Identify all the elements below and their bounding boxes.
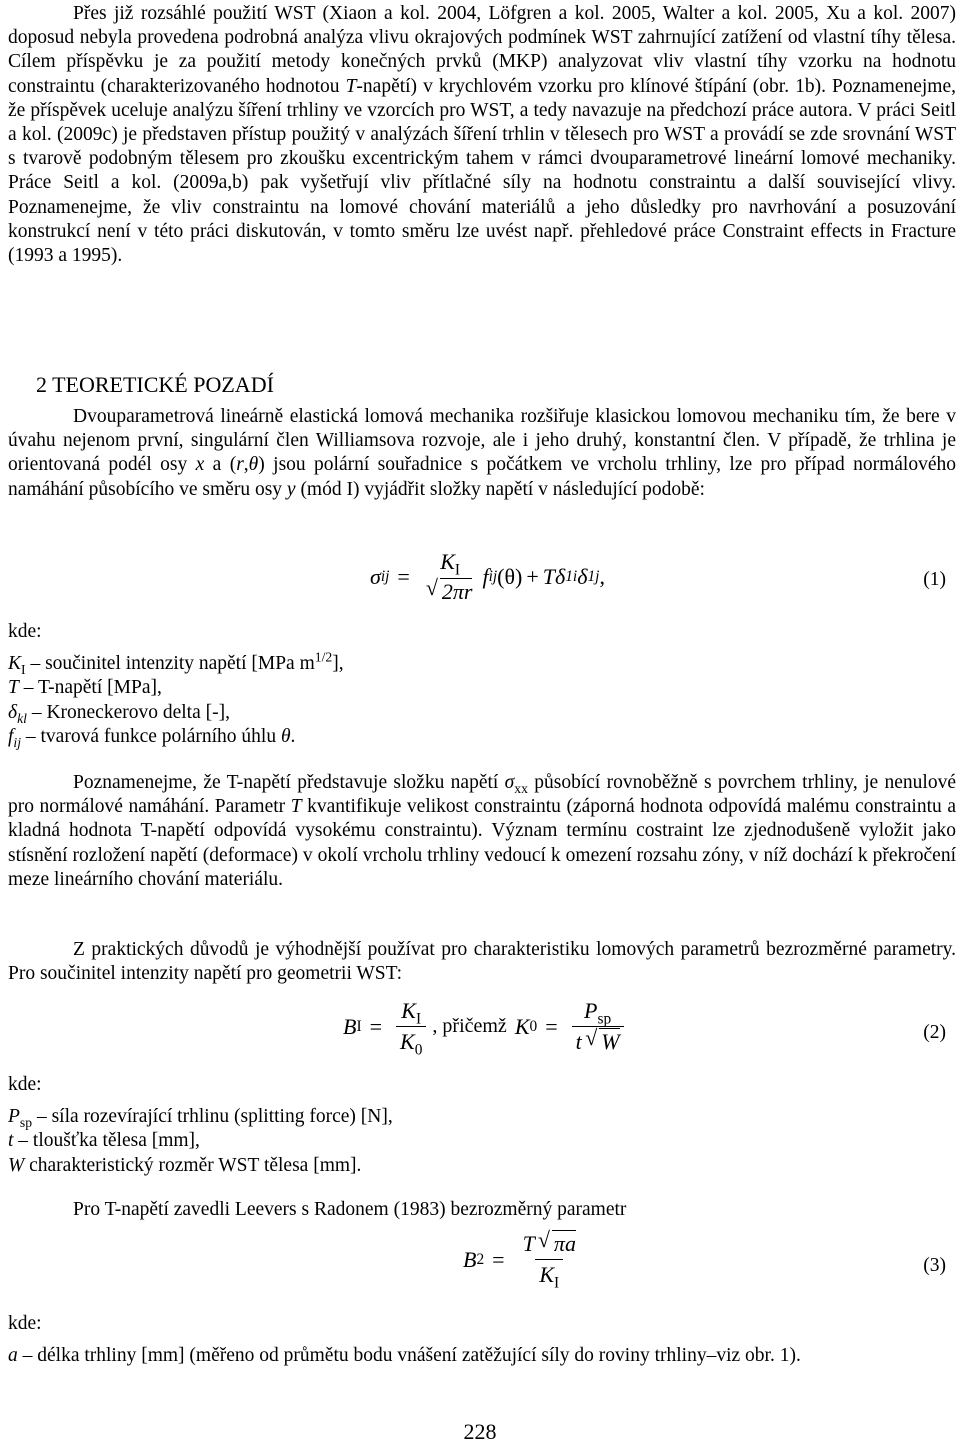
eq2-fraction-1: $\frac{K_I}{K_0}$: [396, 998, 426, 1055]
equation-3-number: (3): [923, 1255, 946, 1276]
definitions-1: kde: $K_I$ – součinitel intenzity napětí [MPa $m^{1/2}$], T – T-napětí [MPa], $\delta_{kl}$ – Kroneckerovo delta [-], $f_{ij}$ – tvarová funkce polárního úhlu θ.: [8, 621, 344, 750]
equation-3: B 2 = $\frac{T √ \pi a}{K_I}$ (3): [8, 1231, 956, 1301]
equation-1: σ ij = $K_I$ √ 2πr f ij (θ) + T δ 1i δ 1j , (1): [8, 545, 956, 615]
page-number: 228: [463, 1419, 497, 1444]
definitions-2: kde: $P_{sp}$ – síla rozevírající trhlinu (splitting force) [N], t – tloušťka tělesa [mm], W charakteristický rozměr WST tělesa [mm].: [8, 1074, 393, 1176]
dimensionless-paragraph: Z praktických důvodů je výhodnější používat pro charakteristiku lomových parametrů bezrozměrné parametry. Pro součinitel intenzity napětí pro geometrii WST:: [8, 939, 956, 985]
equation-2: B I = $\frac{K_I}{K_0}$ , přičemž K 0 = $\frac{P_{sp}}{t √ W}$ (2): [8, 998, 956, 1068]
equation-1-number: (1): [923, 569, 946, 590]
equation-2-number: (2): [923, 1022, 946, 1043]
section-heading: 2 TEORETICKÉ POZADÍ: [36, 372, 274, 397]
eq2-fraction-2: $\frac{P_{sp}}{t √ W}$: [572, 998, 624, 1055]
definitions-3: kde: a – délka trhliny [mm] (měřeno od průmětu bodu vnášení zatěžující síly do roviny trhliny–viz obr. 1).: [8, 1313, 801, 1367]
t-stress-paragraph: Poznamenejme, že T-napětí představuje složku napětí $\sigma_{xx}$ působící rovnoběžně s povrchem trhliny, je nenulové pro normálové namáhání. Parametr T kvantifikuje velikost constraintu (záporná hodnota odpovídá malému constraintu a kladná hodnota T-napětí odpovídá vysokému constraintu). Význam termínu costraint lze zjednodušeně vyložit jako stísnění rozložení napětí (deformace) v okolí vrcholu trhliny vedoucí k omezení rozsahu zóny, v níž dochází k překročení meze lineárního chování materiálu.: [8, 772, 956, 890]
leevers-paragraph: Pro T-napětí zavedli Leevers s Radonem (1983) bezrozměrný parametr: [73, 1199, 627, 1220]
eq1-fraction: $K_I$ √ 2πr: [424, 549, 477, 605]
theory-paragraph: Dvouparametrová lineárně elastická lomová mechanika rozšiřuje klasickou lomovou mechaniku tím, že bere v úvahu nejenom první, singulární člen Williamsova rozvoje, ale i jeho druhý, konstantní člen. V případě, že trhlina je orientovaná podél osy x a (r,θ) jsou polární souřadnice s počátkem ve vrcholu trhliny, lze pro případ normálového namáhání působícího ve směru osy y (mód I) vyjádřit složky napětí v následující podobě:: [8, 406, 956, 500]
intro-paragraph: Přes již rozsáhlé použití WST (Xiaon a kol. 2004, Löfgren a kol. 2005, Walter a kol. 2005, Xu a kol. 2007) doposud nebyla provedena podrobná analýza vlivu okrajových podmínek WST zahrnující zatížení od vlastní tíhy tělesa. Cílem příspěvku je za použití metody konečných prvků (MKP) analyzovat vliv vlastní tíhy vzorku na hodnotu constraintu (charakterizovaného hodnotou T-napětí) v krychlovém vzorku pro klínové štípání (obr. 1b). Poznamenejme, že příspěvek uceluje analýzu šíření trhliny ve vzorcích pro WST, a tedy navazuje na předchozí práce autora. V práci Seitl a kol. (2009c) je představen přístup použitý v analýzách šíření trhlin v tělesech pro WST a provádí se zde srovnání WST s tvarově podobným tělesem pro zkoušku excentrickým tahem v rámci dvouparametrové lineární lomové mechaniky. Práce Seitl a kol. (2009a,b) pak vyšetřují vliv přítlačné síly na hodnotu constraintu a další související vlivy. Poznamenejme, že vliv constraintu na lomové chování materiálů a jeho důsledky pro navrhování a posuzování konstrukcí není v této práci diskutován, v tomto směru lze uvést např. přehledové práce Constraint effects in Fracture (1993 a 1995).: [8, 3, 956, 267]
eq3-fraction: $\frac{T √ \pi a}{K_I}$: [519, 1231, 580, 1288]
